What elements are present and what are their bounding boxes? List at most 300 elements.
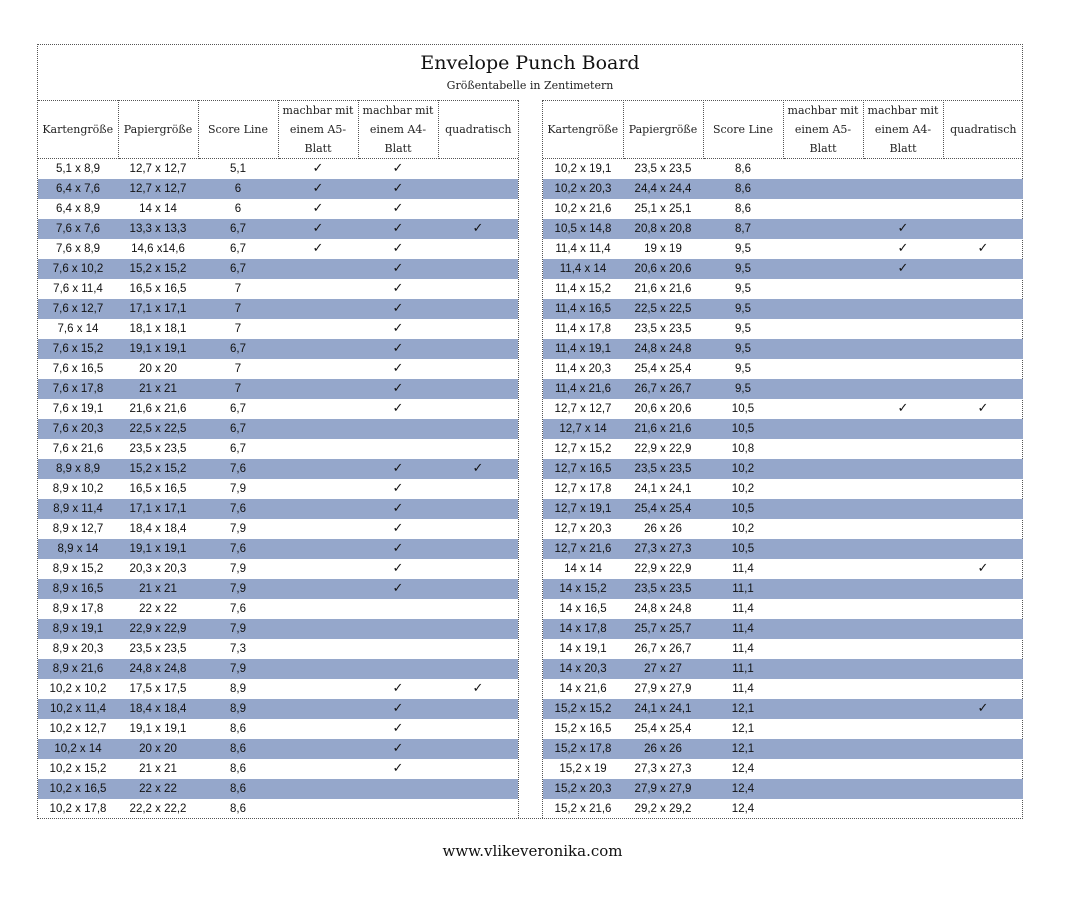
cell-a5-possible <box>278 279 358 299</box>
cell-card-size: 14 x 14 <box>564 563 602 575</box>
table-row <box>543 699 1023 719</box>
page-subtitle: Größentabelle in Zentimetern <box>446 79 614 92</box>
cell-a4-possible <box>863 239 943 259</box>
column-header-square: quadratisch <box>943 100 1023 159</box>
table-row <box>38 499 518 519</box>
column-header-a4-possible: machbar mit einem A4-Blatt <box>863 100 943 159</box>
cell-score-line: 9,5 <box>703 379 783 399</box>
cell-score-line: 6,7 <box>198 219 278 239</box>
cell-score-line: 11,4 <box>732 563 754 575</box>
cell-score-line: 8,7 <box>703 219 783 239</box>
cell-square <box>438 439 518 459</box>
cell-a5-possible <box>783 459 863 479</box>
cell-card-size: 15,2 x 17,8 <box>543 739 623 759</box>
cell-a4-possible <box>863 739 943 759</box>
cell-paper-size: 14,6 x14,6 <box>131 243 185 255</box>
cell-a5-possible <box>783 599 863 619</box>
cell-a5-possible <box>783 299 863 319</box>
size-table-right <box>543 100 1023 819</box>
cell-a4-possible <box>358 379 438 399</box>
cell-paper-size: 25,4 x 25,4 <box>623 499 703 519</box>
cell-a5-possible <box>278 179 358 199</box>
cell-score-line: 10,5 <box>703 539 783 559</box>
cell-square <box>943 399 1023 419</box>
cell-score-line: 11,4 <box>732 603 754 615</box>
table-row <box>38 459 518 479</box>
cell-score-line: 12,1 <box>703 699 783 719</box>
cell-a5-possible <box>783 479 863 499</box>
checkmark-icon: ✓ <box>472 221 484 236</box>
cell-score-line: 10,2 <box>703 459 783 479</box>
cell-score-line: 10,5 <box>703 499 783 519</box>
cell-a5-possible <box>278 579 358 599</box>
cell-square <box>943 539 1023 559</box>
cell-card-size: 12,7 x 16,5 <box>543 459 623 479</box>
cell-card-size: 5,1 x 8,9 <box>55 163 101 175</box>
cell-card-size: 8,9 x 17,8 <box>52 603 104 615</box>
cell-square <box>943 659 1023 679</box>
cell-score-line: 11,1 <box>703 579 783 599</box>
cell-a5-possible <box>783 439 863 459</box>
cell-card-size: 15,2 x 21,6 <box>554 803 612 815</box>
cell-paper-size: 23,5 x 23,5 <box>129 643 187 655</box>
cell-square <box>943 719 1023 739</box>
cell-paper-size: 19,1 x 19,1 <box>118 339 198 359</box>
checkmark-icon: ✓ <box>312 181 324 196</box>
cell-a4-possible <box>863 299 943 319</box>
cell-square <box>943 479 1023 499</box>
cell-paper-size: 18,4 x 18,4 <box>118 699 198 719</box>
column-header-paper-size: Papiergröße <box>118 100 198 159</box>
table-row <box>543 579 1023 599</box>
table-row <box>38 379 518 399</box>
cell-a5-possible <box>783 379 863 399</box>
cell-card-size: 11,4 x 14 <box>543 259 623 279</box>
table-row <box>543 619 1023 639</box>
cell-a5-possible <box>278 479 358 499</box>
column-header-score-line: Score Line <box>703 100 783 159</box>
cell-card-size: 15,2 x 16,5 <box>554 723 612 735</box>
cell-a5-possible <box>783 579 863 599</box>
cell-a5-possible <box>278 539 358 559</box>
cell-score-line: 11,4 <box>732 683 754 695</box>
cell-card-size: 8,9 x 15,2 <box>52 563 104 575</box>
cell-card-size: 7,6 x 15,2 <box>38 339 118 359</box>
checkmark-icon: ✓ <box>392 681 404 696</box>
table-row <box>38 779 518 799</box>
cell-score-line: 6,7 <box>198 339 278 359</box>
cell-paper-size: 22,5 x 22,5 <box>623 299 703 319</box>
cell-square <box>943 579 1023 599</box>
table-row <box>38 619 518 639</box>
cell-a5-possible <box>278 319 358 339</box>
cell-a5-possible <box>783 219 863 239</box>
cell-card-size: 15,2 x 15,2 <box>543 699 623 719</box>
cell-square <box>438 479 518 499</box>
cell-paper-size: 22 x 22 <box>118 779 198 799</box>
cell-a5-possible <box>278 219 358 239</box>
cell-card-size: 12,7 x 17,8 <box>554 483 612 495</box>
cell-paper-size: 20,6 x 20,6 <box>623 259 703 279</box>
cell-score-line: 7,9 <box>230 523 246 535</box>
cell-a5-possible <box>278 379 358 399</box>
cell-a5-possible <box>278 259 358 279</box>
cell-card-size: 11,4 x 11,4 <box>555 243 611 255</box>
cell-square <box>943 219 1023 239</box>
cell-a5-possible <box>278 659 358 679</box>
cell-score-line: 10,2 <box>731 483 755 495</box>
cell-a5-possible <box>783 539 863 559</box>
cell-a4-possible <box>863 619 943 639</box>
cell-a4-possible <box>358 339 438 359</box>
cell-a4-possible <box>863 519 943 539</box>
table-row <box>543 199 1023 219</box>
cell-a4-possible <box>863 559 943 579</box>
column-header-square: quadratisch <box>438 100 518 159</box>
checkmark-icon: ✓ <box>897 221 909 236</box>
cell-score-line: 12,1 <box>703 739 783 759</box>
cell-score-line: 10,5 <box>731 403 755 415</box>
cell-a5-possible <box>278 559 358 579</box>
column-header-a5-possible: machbar mit einem A5-Blatt <box>278 100 358 159</box>
page-title: Envelope Punch Board <box>420 52 640 74</box>
checkmark-icon: ✓ <box>392 181 404 196</box>
table-row <box>543 539 1023 559</box>
cell-paper-size: 23,5 x 23,5 <box>634 163 692 175</box>
cell-score-line: 9,5 <box>735 363 751 375</box>
cell-a5-possible <box>278 619 358 639</box>
cell-card-size: 10,2 x 15,2 <box>49 763 107 775</box>
cell-square <box>943 519 1023 539</box>
cell-a4-possible <box>358 639 438 659</box>
cell-square <box>438 259 518 279</box>
table-row <box>38 739 518 759</box>
cell-card-size: 11,4 x 17,8 <box>554 323 612 335</box>
cell-a5-possible <box>783 639 863 659</box>
cell-paper-size: 21 x 21 <box>118 579 198 599</box>
left-table-container <box>38 100 518 819</box>
cell-paper-size: 23,5 x 23,5 <box>623 459 703 479</box>
checkmark-icon: ✓ <box>392 741 404 756</box>
cell-square <box>438 519 518 539</box>
cell-a5-possible <box>278 599 358 619</box>
cell-paper-size: 21 x 21 <box>139 763 177 775</box>
cell-score-line: 8,6 <box>735 203 751 215</box>
cell-a4-possible <box>358 579 438 599</box>
table-row <box>38 279 518 299</box>
cell-card-size: 8,9 x 16,5 <box>38 579 118 599</box>
cell-square <box>943 199 1023 219</box>
cell-a5-possible <box>278 419 358 439</box>
cell-a5-possible <box>278 739 358 759</box>
cell-card-size: 8,9 x 19,1 <box>38 619 118 639</box>
cell-a4-possible <box>863 779 943 799</box>
cell-square <box>438 179 518 199</box>
cell-square <box>438 579 518 599</box>
table-row <box>543 439 1023 459</box>
cell-paper-size: 27 x 27 <box>623 659 703 679</box>
checkmark-icon: ✓ <box>392 161 404 176</box>
table-row <box>543 519 1023 539</box>
cell-card-size: 10,2 x 12,7 <box>49 723 107 735</box>
cell-square <box>943 599 1023 619</box>
cell-a5-possible <box>783 199 863 219</box>
cell-paper-size: 23,5 x 23,5 <box>129 443 187 455</box>
table-row <box>38 339 518 359</box>
checkmark-icon: ✓ <box>312 161 324 176</box>
cell-a4-possible <box>863 599 943 619</box>
cell-a5-possible <box>783 499 863 519</box>
cell-square <box>438 339 518 359</box>
cell-paper-size: 26 x 26 <box>644 523 682 535</box>
cell-paper-size: 20 x 20 <box>139 363 177 375</box>
cell-a4-possible <box>863 579 943 599</box>
cell-square <box>943 759 1023 779</box>
cell-square <box>438 219 518 239</box>
checkmark-icon: ✓ <box>392 581 404 596</box>
cell-card-size: 8,9 x 10,2 <box>52 483 104 495</box>
table-row <box>38 199 518 219</box>
checkmark-icon: ✓ <box>312 201 324 216</box>
table-row <box>38 299 518 319</box>
cell-a4-possible <box>863 659 943 679</box>
cell-score-line: 10,8 <box>731 443 755 455</box>
cell-card-size: 10,2 x 19,1 <box>554 163 612 175</box>
cell-score-line: 7 <box>234 363 242 375</box>
cell-square <box>943 239 1023 259</box>
cell-score-line: 8,9 <box>198 699 278 719</box>
checkmark-icon: ✓ <box>392 721 404 736</box>
checkmark-icon: ✓ <box>392 461 404 476</box>
cell-a5-possible <box>783 779 863 799</box>
cell-a5-possible <box>783 759 863 779</box>
table-row <box>38 219 518 239</box>
cell-a4-possible <box>863 259 943 279</box>
cell-a4-possible <box>863 759 943 779</box>
table-row <box>38 759 518 779</box>
cell-a4-possible <box>863 439 943 459</box>
checkmark-icon: ✓ <box>392 361 404 376</box>
cell-square <box>943 699 1023 719</box>
checkmark-icon: ✓ <box>392 201 404 216</box>
cell-square <box>943 339 1023 359</box>
cell-card-size: 7,6 x 8,9 <box>55 243 101 255</box>
cell-square <box>438 619 518 639</box>
cell-score-line: 7,6 <box>230 603 246 615</box>
table-row <box>543 339 1023 359</box>
cell-square <box>438 759 518 779</box>
checkmark-icon: ✓ <box>392 701 404 716</box>
header-row <box>38 100 518 159</box>
checkmark-icon: ✓ <box>392 501 404 516</box>
cell-a5-possible <box>783 619 863 639</box>
checkmark-icon: ✓ <box>977 561 989 576</box>
cell-card-size: 7,6 x 10,2 <box>38 259 118 279</box>
table-row <box>38 519 518 539</box>
cell-score-line: 9,5 <box>703 299 783 319</box>
cell-a5-possible <box>278 799 358 819</box>
cell-square <box>943 459 1023 479</box>
checkmark-icon: ✓ <box>392 381 404 396</box>
cell-a5-possible <box>783 259 863 279</box>
cell-card-size: 7,6 x 19,1 <box>52 403 104 415</box>
cell-a4-possible <box>358 199 438 219</box>
cell-score-line: 9,5 <box>735 323 751 335</box>
cell-card-size: 11,4 x 21,6 <box>543 379 623 399</box>
cell-score-line: 6 <box>198 179 278 199</box>
cell-score-line: 7 <box>234 283 242 295</box>
cell-score-line: 7,9 <box>198 619 278 639</box>
cell-paper-size: 22 x 22 <box>139 603 177 615</box>
cell-a5-possible <box>783 399 863 419</box>
cell-score-line: 7,9 <box>230 483 246 495</box>
cell-paper-size: 12,7 x 12,7 <box>118 179 198 199</box>
cell-a5-possible <box>783 739 863 759</box>
cell-score-line: 11,4 <box>732 643 754 655</box>
cell-paper-size: 13,3 x 13,3 <box>118 219 198 239</box>
cell-a5-possible <box>278 239 358 259</box>
table-row <box>543 179 1023 199</box>
cell-paper-size: 27,9 x 27,9 <box>623 779 703 799</box>
table-row <box>38 359 518 379</box>
cell-paper-size: 26,7 x 26,7 <box>623 379 703 399</box>
cell-a5-possible <box>783 559 863 579</box>
cell-paper-size: 22,5 x 22,5 <box>118 419 198 439</box>
cell-score-line: 12,1 <box>731 723 755 735</box>
table-row <box>543 159 1023 180</box>
table-row <box>38 179 518 199</box>
cell-card-size: 10,5 x 14,8 <box>543 219 623 239</box>
checkmark-icon: ✓ <box>392 321 404 336</box>
cell-a4-possible <box>358 519 438 539</box>
checkmark-icon: ✓ <box>472 461 484 476</box>
cell-a4-possible <box>358 419 438 439</box>
column-header-score-line: Score Line <box>198 100 278 159</box>
cell-score-line: 8,6 <box>230 763 246 775</box>
cell-a4-possible <box>358 779 438 799</box>
cell-card-size: 12,7 x 19,1 <box>543 499 623 519</box>
cell-a4-possible <box>358 799 438 819</box>
cell-paper-size: 25,4 x 25,4 <box>634 723 692 735</box>
cell-a4-possible <box>358 739 438 759</box>
cell-square <box>438 499 518 519</box>
column-header-card-size: Kartengröße <box>38 100 118 159</box>
cell-card-size: 12,7 x 12,7 <box>554 403 612 415</box>
right-table-container <box>543 100 1023 819</box>
table-row <box>543 719 1023 739</box>
cell-score-line: 7,3 <box>230 643 246 655</box>
cell-paper-size: 20,3 x 20,3 <box>129 563 187 575</box>
cell-score-line: 10,2 <box>731 523 755 535</box>
cell-a5-possible <box>278 699 358 719</box>
cell-square <box>438 599 518 619</box>
checkmark-icon: ✓ <box>312 241 324 256</box>
table-row <box>38 639 518 659</box>
cell-card-size: 10,2 x 11,4 <box>38 699 118 719</box>
cell-square <box>438 419 518 439</box>
checkmark-icon: ✓ <box>312 221 324 236</box>
cell-score-line: 11,4 <box>703 619 783 639</box>
cell-card-size: 8,9 x 12,7 <box>52 523 104 535</box>
cell-paper-size: 21,6 x 21,6 <box>129 403 187 415</box>
cell-paper-size: 16,5 x 16,5 <box>129 283 187 295</box>
cell-a5-possible <box>278 759 358 779</box>
cell-square <box>943 439 1023 459</box>
cell-paper-size: 20,6 x 20,6 <box>634 403 692 415</box>
table-row <box>543 239 1023 259</box>
cell-paper-size: 18,4 x 18,4 <box>129 523 187 535</box>
cell-square <box>943 679 1023 699</box>
column-header-a5-possible: machbar mit einem A5-Blatt <box>783 100 863 159</box>
cell-card-size: 8,9 x 11,4 <box>38 499 118 519</box>
checkmark-icon: ✓ <box>977 401 989 416</box>
cell-a4-possible <box>358 439 438 459</box>
checkmark-icon: ✓ <box>977 241 989 256</box>
cell-square <box>438 279 518 299</box>
cell-paper-size: 25,7 x 25,7 <box>623 619 703 639</box>
cell-card-size: 12,7 x 21,6 <box>543 539 623 559</box>
header-row <box>543 100 1023 159</box>
cell-square <box>943 379 1023 399</box>
cell-a4-possible <box>863 379 943 399</box>
cell-a5-possible <box>278 639 358 659</box>
cell-paper-size: 24,4 x 24,4 <box>623 179 703 199</box>
cell-card-size: 14 x 21,6 <box>559 683 607 695</box>
cell-card-size: 6,4 x 8,9 <box>55 203 101 215</box>
table-row <box>38 259 518 279</box>
cell-score-line: 6,7 <box>230 243 246 255</box>
cell-score-line: 8,9 <box>230 683 246 695</box>
cell-paper-size: 21,6 x 21,6 <box>634 283 692 295</box>
cell-paper-size: 24,8 x 24,8 <box>623 339 703 359</box>
checkmark-icon: ✓ <box>392 561 404 576</box>
checkmark-icon: ✓ <box>472 681 484 696</box>
cell-a5-possible <box>783 659 863 679</box>
table-separator <box>518 100 543 818</box>
cell-card-size: 7,6 x 20,3 <box>38 419 118 439</box>
cell-a4-possible <box>863 339 943 359</box>
cell-paper-size: 20,8 x 20,8 <box>623 219 703 239</box>
table-row <box>38 539 518 559</box>
table-row <box>543 299 1023 319</box>
cell-a4-possible <box>358 399 438 419</box>
cell-paper-size: 20 x 20 <box>118 739 198 759</box>
cell-card-size: 11,4 x 16,5 <box>543 299 623 319</box>
cell-a5-possible <box>278 519 358 539</box>
cell-a4-possible <box>358 499 438 519</box>
cell-paper-size: 23,5 x 23,5 <box>634 323 692 335</box>
cell-square <box>943 619 1023 639</box>
table-row <box>38 439 518 459</box>
checkmark-icon: ✓ <box>392 281 404 296</box>
checkmark-icon: ✓ <box>392 241 404 256</box>
table-row <box>543 379 1023 399</box>
cell-a4-possible <box>358 179 438 199</box>
cell-a5-possible <box>278 299 358 319</box>
checkmark-icon: ✓ <box>392 541 404 556</box>
cell-a4-possible <box>358 299 438 319</box>
cell-a5-possible <box>783 179 863 199</box>
cell-a5-possible <box>278 719 358 739</box>
table-row <box>543 739 1023 759</box>
table-row <box>543 279 1023 299</box>
title-block <box>38 45 1022 101</box>
cell-paper-size: 24,8 x 24,8 <box>118 659 198 679</box>
cell-square <box>943 499 1023 519</box>
cell-card-size: 10,2 x 21,6 <box>554 203 612 215</box>
checkmark-icon: ✓ <box>392 481 404 496</box>
cell-square <box>943 179 1023 199</box>
